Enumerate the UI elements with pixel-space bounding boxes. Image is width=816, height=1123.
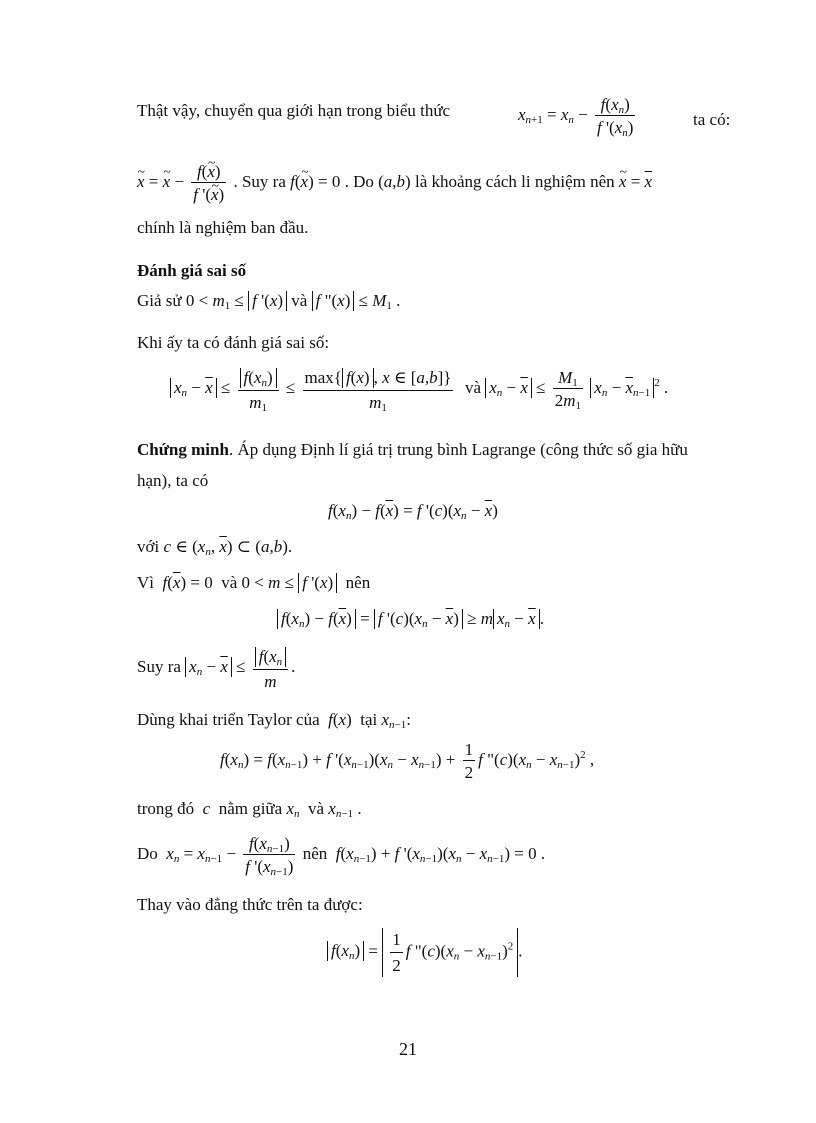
para1-text-d: . Do bbox=[344, 171, 374, 191]
taylor-text: Dùng khai triển Taylor của bbox=[137, 710, 320, 729]
para1-text-b: ta có: bbox=[693, 110, 731, 129]
with-line: với c ∈ ($x_n$, $\overline{x}$) ⊂ (a,b). bbox=[137, 537, 293, 558]
taylor-eq: $f(x_n) = f(x_{n-1}) + f$ '$(x_{n-1})(x_n - x_{n-1})$ + $\frac{1}{2}$ f "$(c)(x_n - x_{n-1})^2$ , bbox=[220, 740, 595, 782]
do-text: Do bbox=[137, 843, 158, 863]
lagrange-eq: $f(x_n) - f(\overline{x}) = f$ '$(c)(x_n - \overline{x})$ bbox=[328, 501, 498, 522]
do-line: Do $x_n = x_{n-1}$ − $\frac{f(x_{n-1})}{f '(x_{n-1})}$ nên $f(x_{n-1}) + f$ '$(x_{n-1})(x_n - x_{n-1}) = 0$ . bbox=[137, 834, 546, 878]
section-title: Đánh giá sai số bbox=[137, 261, 247, 280]
page-number: 21 bbox=[399, 1039, 417, 1059]
abs-ineq: $f(x_n) - f(\overline{x}) = f$ '$(c)(x_n - \overline{x}) \ge m$ $x_n - \overline{x}$ . bbox=[277, 609, 544, 629]
since-line: Vì $f(\overline{x}) = 0$ và 0 < m ≤ f '(x) nên bbox=[137, 573, 371, 592]
final-eq: $f(x_n)$ = $\frac{1}{2}$ f "$(c)(x_n - x_{n-1})^2$ . bbox=[327, 928, 523, 977]
taylor-line: Dùng khai triển Taylor của f(x) tại $x_{n-1}$: bbox=[137, 710, 411, 731]
assumption-line: Giả sử $0 < m_1 \le f$ '(x) và f "$(x) \le M_1$ . bbox=[137, 291, 401, 312]
where-line: trong đó c nằm giữa $x_n$ và $x_{n-1}$ . bbox=[137, 799, 362, 820]
newton-formula: $x_{n+1} = x_n$ − $\frac{f(x_n)}{f '(x_n)}$ bbox=[518, 95, 634, 139]
para1-line2: ~ x = ~ x − $\frac{f(\sim x)}{f '(\sim x)}$ . Suy ra f(~ x) = 0 . Do (a,b) là khoảng cách li nghiệm nên ~ $x = \overline{x}$ bbox=[137, 163, 652, 203]
since-then: nên bbox=[345, 573, 371, 592]
since-text: Vì bbox=[137, 573, 154, 592]
where-b: nằm giữa bbox=[218, 799, 283, 818]
para1-line1 bbox=[137, 102, 450, 119]
assume-text-b: và bbox=[291, 291, 308, 310]
where-c: và bbox=[308, 799, 325, 818]
para1-text-f: chính là nghiệm ban đầu. bbox=[137, 218, 309, 237]
with-text: với bbox=[137, 537, 160, 556]
estimate-intro: Khi ấy ta có đánh giá sai số: bbox=[137, 333, 330, 352]
do-then: nên bbox=[302, 843, 328, 863]
substitute-text: Thay vào đẳng thức trên ta được: bbox=[137, 895, 363, 914]
assume-text-a: Giả sử bbox=[137, 291, 182, 310]
hence-line: Suy ra $x_n - \overline{x}$ ≤ $\frac{f(x_n}{m}$ . bbox=[137, 647, 296, 691]
error-estimate: $x_n - \overline{x}$ ≤ $\frac{f(x_n)}{m_1}$ ≤ max{ f(x) , x ∈ [a,b]} $m_1$ và $x_n - \overline{x}$ ≤ $\frac{M_1}{2m_1}$ $x_n - \overline{x}_{n-1}^2$ . bbox=[170, 368, 668, 411]
proof-label: Chứng minh bbox=[137, 440, 229, 459]
para1-text-a: Thật vậy, chuyển qua giới hạn trong biểu thức bbox=[137, 101, 451, 120]
taylor-at: tại bbox=[360, 710, 378, 729]
estimate-and: và bbox=[464, 378, 481, 398]
where-a: trong đó bbox=[137, 799, 195, 818]
proof-text-b: hạn), ta có bbox=[137, 471, 209, 490]
hence-text: Suy ra bbox=[137, 657, 181, 677]
para1-text-e: là khoảng cách li nghiệm nên bbox=[414, 171, 615, 191]
proof-line1 bbox=[137, 441, 688, 458]
para1-text-c: . Suy ra bbox=[233, 171, 286, 191]
proof-text-a: . Áp dụng Định lí giá trị trung bình Lagrange (công thức số gia hữu bbox=[228, 440, 688, 459]
since-and: và bbox=[221, 573, 238, 592]
